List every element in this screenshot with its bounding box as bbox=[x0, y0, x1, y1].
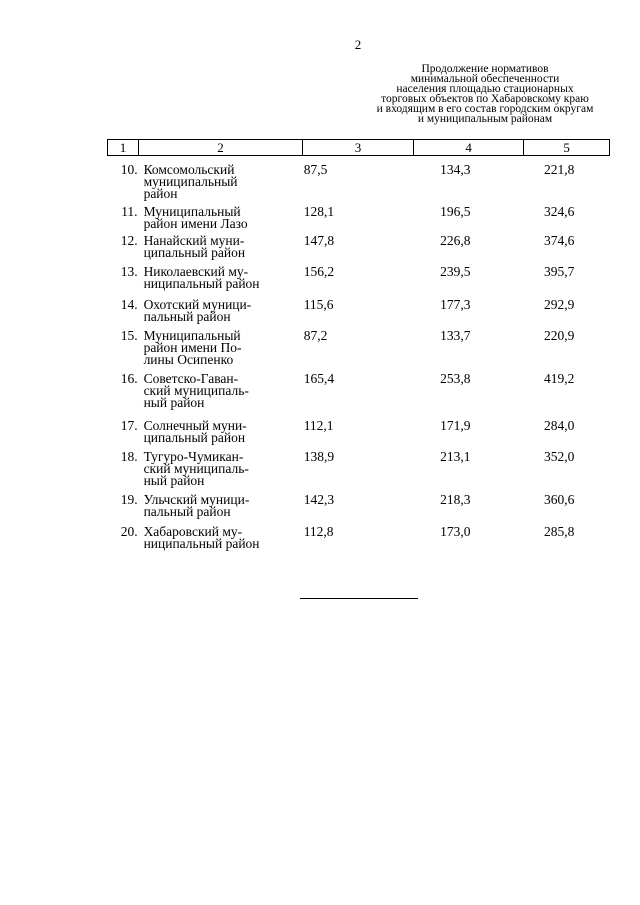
district-name bbox=[138, 206, 274, 235]
value-col-3: 115,6 bbox=[303, 297, 334, 312]
table-row bbox=[107, 373, 610, 420]
value-col-4: 134,3 bbox=[440, 162, 471, 177]
name-line: ский муниципаль- bbox=[143, 383, 249, 398]
name-line: район имени Лазо bbox=[143, 216, 248, 231]
column-header-5: 5 bbox=[563, 140, 570, 155]
caption-line: населения площадью стационарных bbox=[396, 83, 574, 95]
value-col-5: 352,0 bbox=[543, 449, 575, 464]
table-row bbox=[107, 420, 610, 451]
column-header-3: 3 bbox=[303, 140, 414, 155]
value-col-5: 419,2 bbox=[543, 371, 575, 386]
caption-line: минимальной обеспеченности bbox=[410, 73, 560, 85]
name-line: ципальный район bbox=[143, 430, 246, 445]
row-number: 17. bbox=[120, 418, 138, 433]
name-line: Нанайский муни- bbox=[143, 233, 245, 248]
value-col-3: 112,8 bbox=[303, 524, 334, 539]
row-number: 13. bbox=[120, 264, 138, 279]
value-col-3: 147,8 bbox=[303, 233, 335, 248]
value-col-5: 221,8 bbox=[543, 162, 575, 177]
name-line: Ульчский муници- bbox=[143, 492, 250, 507]
value-col-4: 213,1 bbox=[440, 449, 471, 464]
table-body bbox=[107, 164, 610, 556]
value-col-3: 165,4 bbox=[303, 371, 335, 386]
name-line: Охотский муници- bbox=[143, 297, 252, 312]
column-header-1: 1 bbox=[108, 140, 139, 155]
name-line: ский муниципаль- bbox=[143, 461, 249, 476]
table-row bbox=[107, 266, 610, 299]
value-col-3: 156,2 bbox=[303, 264, 335, 279]
value-col-5: 285,8 bbox=[543, 524, 575, 539]
table-row bbox=[107, 526, 610, 556]
value-col-3: 142,3 bbox=[303, 492, 335, 507]
value-col-4: 177,3 bbox=[440, 297, 471, 312]
name-line: ципальный район bbox=[143, 245, 246, 260]
name-line: Тугуро-Чумикан- bbox=[143, 449, 244, 464]
name-line: муниципальный bbox=[143, 174, 238, 189]
name-line: Муниципальный bbox=[143, 328, 241, 343]
value-col-3: 138,9 bbox=[303, 449, 335, 464]
table-row bbox=[107, 451, 610, 494]
name-line: Комсомольский bbox=[143, 162, 235, 177]
value-col-4: 173,0 bbox=[440, 524, 471, 539]
row-number: 10. bbox=[120, 162, 138, 177]
row-number: 19. bbox=[120, 492, 138, 507]
district-name bbox=[138, 330, 274, 373]
row-number: 16. bbox=[120, 371, 138, 386]
district-name bbox=[138, 164, 274, 206]
district-name bbox=[138, 373, 274, 420]
district-name bbox=[138, 494, 274, 526]
row-number: 20. bbox=[120, 524, 138, 539]
value-col-4: 253,8 bbox=[440, 371, 471, 386]
district-name bbox=[138, 451, 274, 494]
table-caption bbox=[352, 64, 618, 124]
value-col-5: 360,6 bbox=[543, 492, 575, 507]
value-col-4: 226,8 bbox=[440, 233, 471, 248]
name-line: Муниципальный bbox=[143, 204, 241, 219]
name-line: ниципальный район bbox=[143, 276, 260, 291]
value-col-3: 87,5 bbox=[303, 162, 328, 177]
district-name bbox=[138, 299, 274, 330]
value-col-4: 239,5 bbox=[440, 264, 471, 279]
table-row bbox=[107, 299, 610, 330]
page-number: 2 bbox=[354, 37, 362, 52]
value-col-3: 87,2 bbox=[303, 328, 328, 343]
value-col-5: 395,7 bbox=[543, 264, 575, 279]
name-line: район имени По- bbox=[143, 340, 242, 355]
name-line: пальный район bbox=[143, 504, 231, 519]
value-col-5: 220,9 bbox=[543, 328, 575, 343]
row-number: 11. bbox=[121, 204, 138, 219]
name-line: ный район bbox=[143, 395, 205, 410]
value-col-4: 133,7 bbox=[440, 328, 471, 343]
name-line: Николаевский му- bbox=[143, 264, 249, 279]
district-name bbox=[138, 266, 274, 299]
value-col-3: 112,1 bbox=[303, 418, 334, 433]
column-header-2: 2 bbox=[139, 140, 303, 155]
name-line: Солнечный муни- bbox=[143, 418, 247, 433]
value-col-5: 292,9 bbox=[543, 297, 575, 312]
name-line: Советско-Гаван- bbox=[143, 371, 239, 386]
row-number: 18. bbox=[120, 449, 138, 464]
column-header-4: 4 bbox=[414, 140, 525, 155]
name-line: Хабаровский му- bbox=[143, 524, 243, 539]
table-header-row bbox=[107, 139, 610, 156]
table-row bbox=[107, 330, 610, 373]
value-col-5: 324,6 bbox=[543, 204, 575, 219]
value-col-4: 218,3 bbox=[440, 492, 471, 507]
caption-line: торговых объектов по Хабаровскому краю bbox=[381, 93, 589, 105]
name-line: ный район bbox=[143, 473, 205, 488]
value-col-5: 374,6 bbox=[543, 233, 575, 248]
name-line: пальный район bbox=[143, 309, 231, 324]
value-col-4: 196,5 bbox=[440, 204, 471, 219]
table-row bbox=[107, 494, 610, 526]
district-name bbox=[138, 420, 274, 451]
table-row bbox=[107, 164, 610, 206]
row-number: 14. bbox=[120, 297, 138, 312]
end-divider bbox=[300, 598, 418, 599]
row-number: 12. bbox=[120, 233, 138, 248]
name-line: район bbox=[143, 186, 178, 201]
name-line: ниципальный район bbox=[143, 536, 260, 551]
district-name bbox=[138, 526, 274, 556]
caption-line: Продолжение нормативов bbox=[421, 63, 549, 75]
district-name bbox=[138, 235, 274, 266]
row-number: 15. bbox=[120, 328, 138, 343]
caption-line: и муниципальным районам bbox=[417, 113, 553, 125]
table-row bbox=[107, 235, 610, 266]
value-col-4: 171,9 bbox=[440, 418, 471, 433]
table-row bbox=[107, 206, 610, 235]
caption-line: и входящим в его состав городским округам bbox=[376, 103, 594, 115]
value-col-3: 128,1 bbox=[303, 204, 335, 219]
name-line: лины Осипенко bbox=[143, 352, 234, 367]
value-col-5: 284,0 bbox=[543, 418, 575, 433]
